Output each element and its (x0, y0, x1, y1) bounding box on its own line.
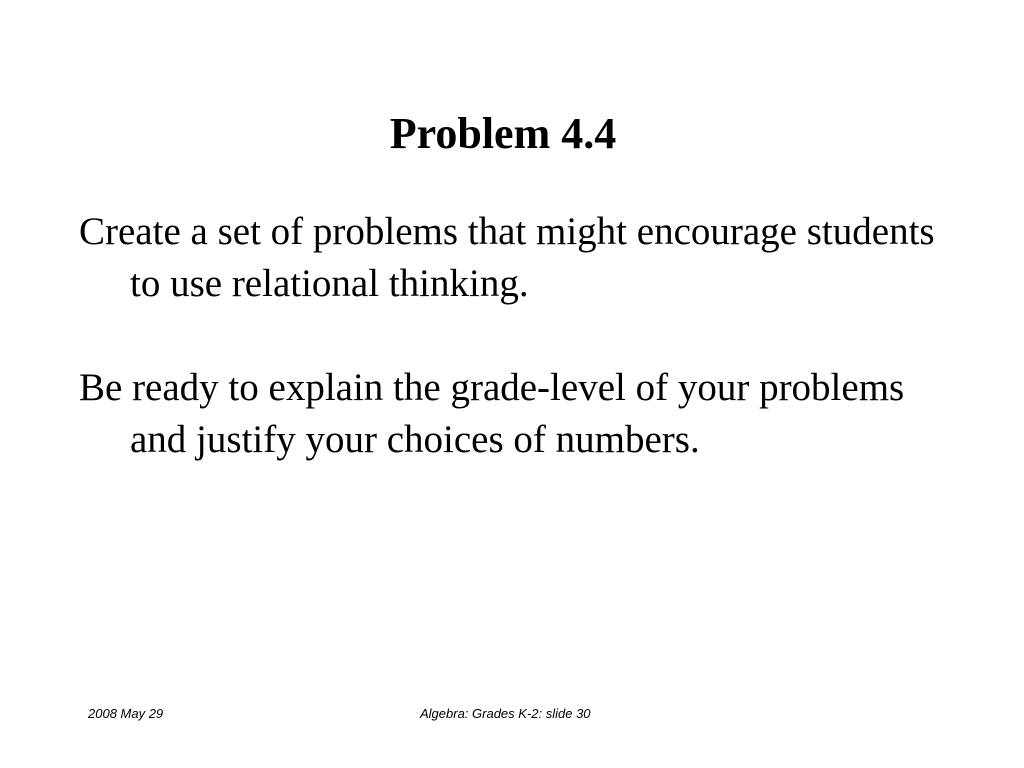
slide-title: Problem 4.4 (389, 109, 617, 158)
footer-date: 2008 May 29 (88, 706, 164, 721)
slide-body (79, 206, 959, 466)
body-paragraph-explain-grade-level: Be ready to explain the grade-level of your problems and justify your choices of numbers. (79, 366, 905, 461)
footer-slide-info: Algebra: Grades K-2: slide 30 (420, 706, 591, 721)
body-paragraph-relational-thinking: Create a set of problems that might encourage students to use relational thinking. (79, 210, 935, 305)
